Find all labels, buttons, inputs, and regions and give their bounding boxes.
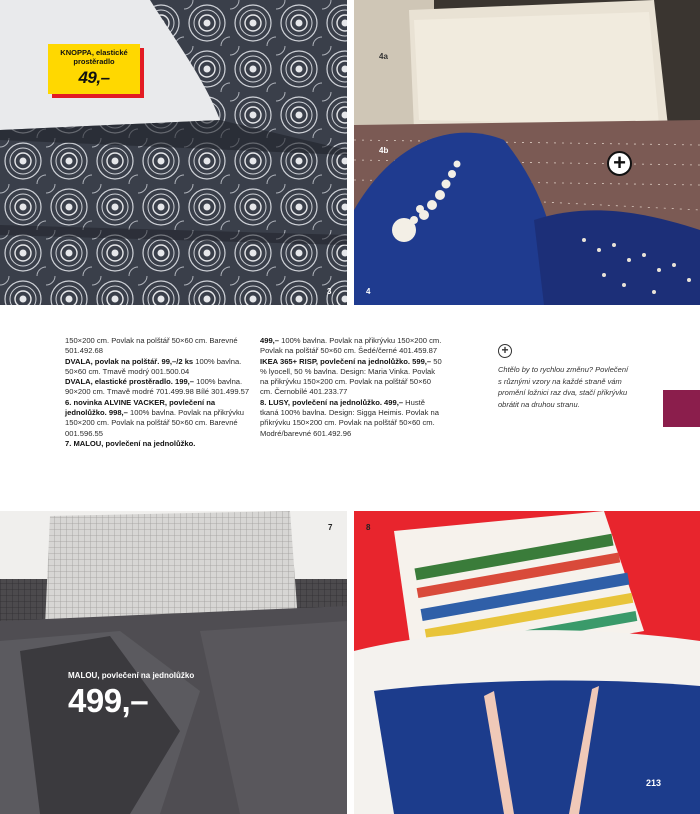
- product-text-column-1: [65, 336, 255, 449]
- tip-box: [498, 344, 633, 410]
- product-entry: 8. LUSY, povlečení na jednolůžko. 499,– Hustě tkaná 100% bavlna. Design: Sigga Heimis. Povlak na přikrývku 150×200 cm. Povlak na polštář 50×60 cm. Modré/barevné 601.492.96: [260, 397, 439, 438]
- price-tag-title: KNOPPA, elastické prostěradlo: [60, 48, 128, 66]
- photo-number: 8: [366, 523, 371, 532]
- product-entry: DVALA, elastické prostěradlo. 199,– 100% bavlna. 90×200 cm. Tmavě modré 701.499.98 Bílé 301.499.57: [65, 377, 250, 397]
- label-4a: 4a: [379, 52, 388, 61]
- photo-knoppa-bedding: [0, 0, 347, 305]
- product-entry: DVALA, povlak na polštář. 99,–/2 ks 100% bavlna. 50×60 cm. Tmavě modrý 001.500.04: [65, 356, 242, 376]
- product-entry: IKEA 365+ RISP, povlečení na jednolůžko. 599,– 50 % lyocell, 50 % bavlna. Design: Maria Vinka. Povlak na přikrývku 150×200 cm. Povlak na polštář 50×60 cm. Černobílé 401.233.77: [260, 356, 442, 397]
- plus-icon: +: [498, 344, 512, 358]
- product-entry: 499,– 100% bavlna. Povlak na přikrývku 150×200 cm. Povlak na polštář 50×60 cm. Šedé/černé 401.459.87: [260, 336, 442, 356]
- product-entry: 150×200 cm. Povlak na polštář 50×60 cm. Barevné 501.492.68: [65, 336, 238, 356]
- product-entry: 7. MALOU, povlečení na jednolůžko.: [65, 438, 196, 448]
- photo-reversible-bedding: [354, 0, 700, 305]
- photo-number: 7: [328, 523, 333, 532]
- product-entry: 6. novinka ALVINE VACKER, povlečení na jednolůžko. 998,– 100% bavlna. Povlak na přikrývku 150×200 cm. Povlak na polštář 50×60 cm. Barevné 001.596.55: [65, 397, 244, 438]
- photo-lusy-bedding: [354, 511, 700, 814]
- photo-number: 3: [327, 287, 332, 296]
- price-tag: [48, 44, 140, 94]
- label-4b: 4b: [379, 146, 389, 155]
- price-tag-price: 49,–: [78, 68, 110, 87]
- photo-malou-bedding: [0, 511, 347, 814]
- page-number: 213: [646, 778, 662, 788]
- plus-icon[interactable]: +: [607, 151, 632, 176]
- tip-text: Chtělo by to rychlou změnu? Povlečení s různými vzory na každé straně vám promění ložnici raz dva, stačí přikrývku obrátit na druhou stranu.: [498, 365, 629, 409]
- malou-product-title: MALOU, povlečení na jednolůžko: [68, 671, 195, 680]
- photo-number: 4: [366, 287, 371, 296]
- section-tab: [663, 390, 700, 427]
- product-text-column-2: [260, 336, 445, 439]
- malou-product-price: 499,–: [68, 682, 149, 719]
